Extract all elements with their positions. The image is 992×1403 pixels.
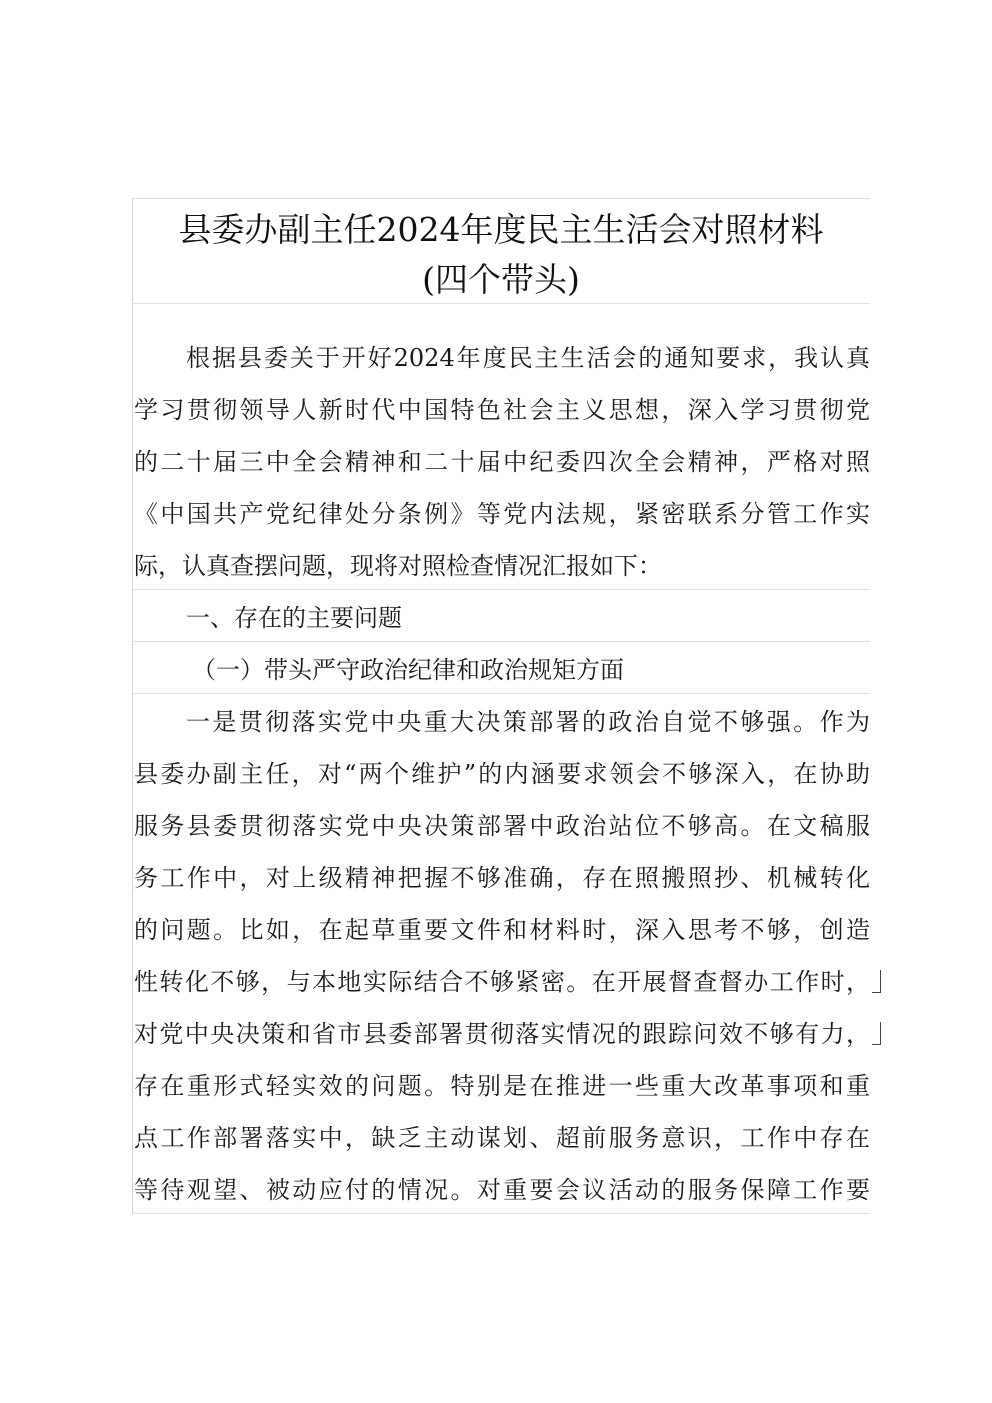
divider bbox=[132, 693, 870, 694]
intro-line: 《中国共产党纪律处分条例》等党内法规，紧密联系分管工作实 bbox=[134, 500, 870, 528]
divider bbox=[132, 641, 870, 642]
document-title: 县委办副主任2024年度民主生活会对照材料 bbox=[178, 210, 824, 249]
intro-line: 的二十届三中全会精神和二十届中纪委四次全会精神，严格对照 bbox=[134, 448, 870, 476]
body-line: 一是贯彻落实党中央重大决策部署的政治自觉不够强。作为 bbox=[186, 708, 870, 736]
body-line: 点工作部署落实中，缺乏主动谋划、超前服务意识，工作中存在 bbox=[134, 1124, 870, 1152]
body-line: 性转化不够，与本地实际结合不够紧密。在开展督查督办工作时， bbox=[134, 968, 870, 996]
document-subtitle: (四个带头) bbox=[422, 260, 580, 299]
body-line: 服务县委贯彻落实党中央决策部署中政治站位不够高。在文稿服 bbox=[134, 812, 870, 840]
body-line: 对党中央决策和省市县委部署贯彻落实情况的跟踪问效不够有力， bbox=[134, 1020, 870, 1048]
line-end-mark bbox=[872, 970, 881, 993]
body-line: 的问题。比如，在起草重要文件和材料时，深入思考不够，创造 bbox=[134, 916, 870, 944]
subsection-heading: （一）带头严守政治纪律和政治规矩方面 bbox=[192, 656, 624, 684]
line-end-mark bbox=[872, 1022, 881, 1045]
intro-line: 学习贯彻领导人新时代中国特色社会主义思想，深入学习贯彻党 bbox=[134, 396, 870, 424]
divider bbox=[132, 589, 870, 590]
body-line: 县委办副主任，对“两个维护”的内涵要求领会不够深入，在协助 bbox=[134, 760, 870, 788]
section-heading: 一、存在的主要问题 bbox=[186, 604, 402, 632]
divider bbox=[132, 198, 870, 199]
intro-line: 际，认真查摆问题，现将对照检查情况汇报如下： bbox=[134, 552, 662, 580]
intro-line: 根据县委关于开好2024年度民主生活会的通知要求，我认真 bbox=[186, 344, 870, 372]
divider bbox=[132, 1213, 870, 1214]
body-line: 等待观望、被动应付的情况。对重要会议活动的服务保障工作要 bbox=[134, 1176, 870, 1204]
body-line: 务工作中，对上级精神把握不够准确，存在照搬照抄、机械转化 bbox=[134, 864, 870, 892]
divider bbox=[132, 303, 870, 304]
body-line: 存在重形式轻实效的问题。特别是在推进一些重大改革事项和重 bbox=[134, 1072, 870, 1100]
